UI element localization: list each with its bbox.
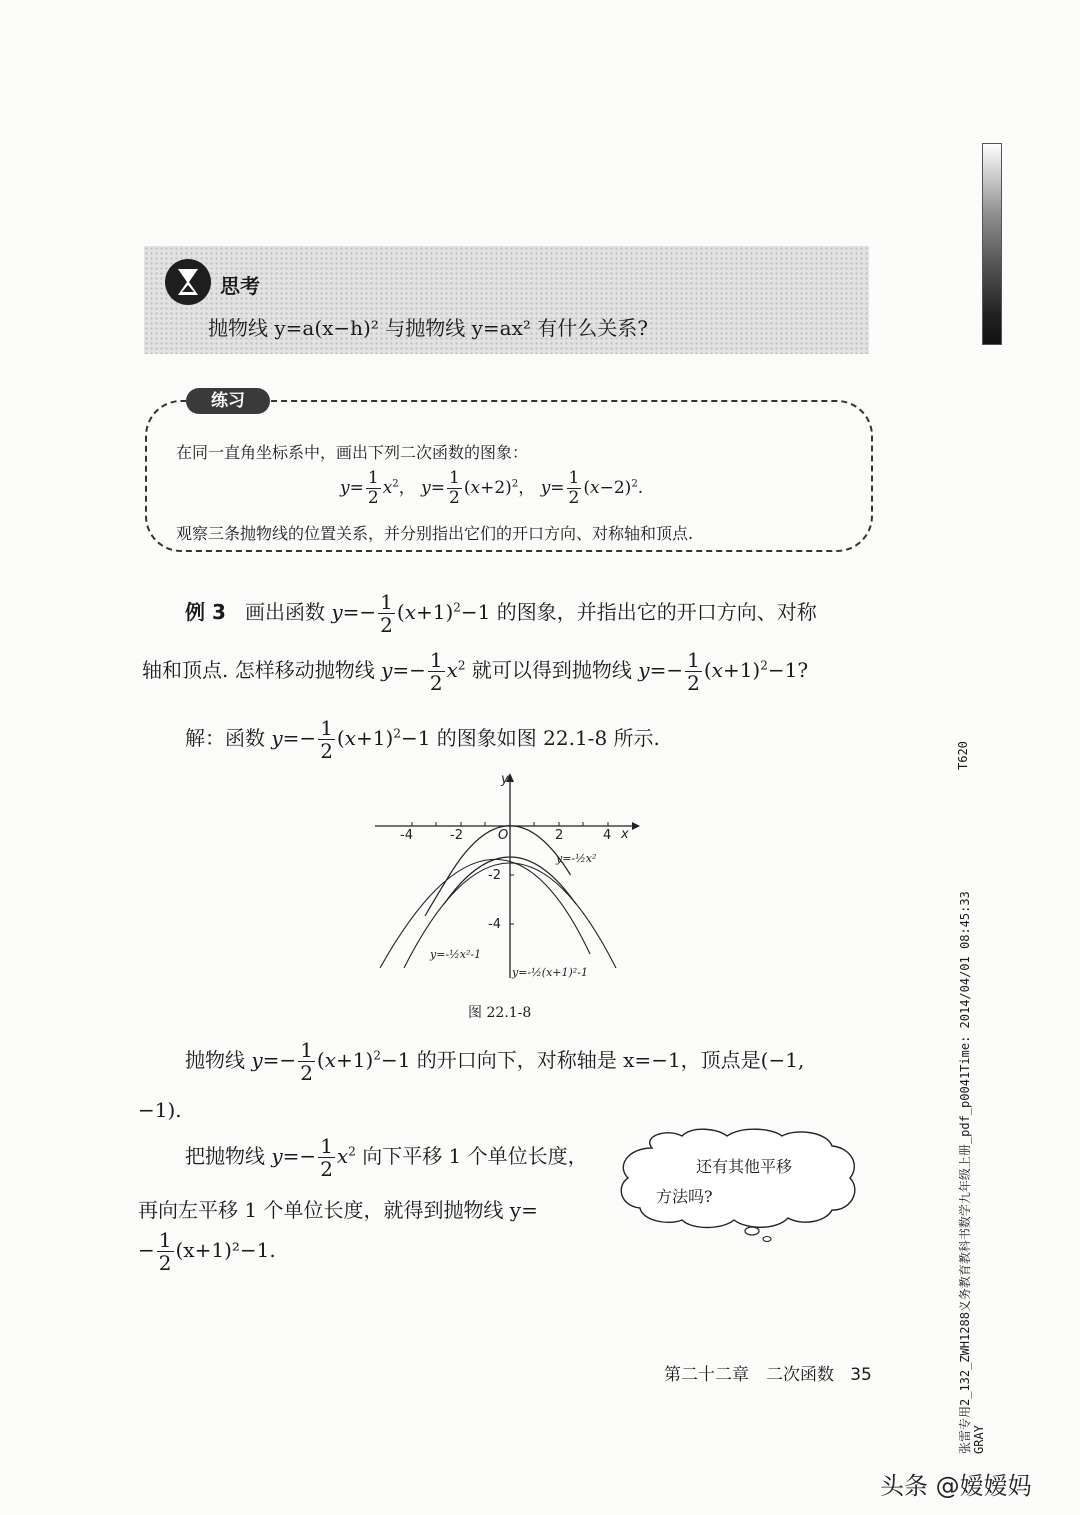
example3-label: 例 3 bbox=[185, 600, 226, 624]
solution-suffix: 的图象如图 22.1-8 所示. bbox=[436, 726, 660, 750]
conclusion-line2: −1). bbox=[138, 1098, 182, 1122]
x-tick-label: -2 bbox=[450, 828, 463, 843]
y-tick-label: -4 bbox=[488, 917, 501, 932]
curve-y-neg-half-xplus1-sq-minus1 bbox=[380, 859, 590, 968]
conclusion-suffix: 的开口向下，对称轴是 x=−1，顶点是(−1, bbox=[416, 1048, 805, 1072]
side-meta-code: T620 bbox=[956, 741, 970, 770]
label-final-curve: y=-½(x+1)²-1 bbox=[512, 966, 588, 979]
parabola-graph bbox=[370, 768, 650, 986]
x-axis-label: x bbox=[621, 827, 629, 842]
practice-tag: 练习 bbox=[186, 388, 270, 414]
solution-prefix: 解：函数 bbox=[185, 726, 265, 750]
side-meta-text: 张雷专用2_132_ZWH1288义务教育教科书数学九年级上册_pdf_p0041Time: 2014/04/01 08:45:33 bbox=[958, 891, 972, 1454]
bubble-line2: 方法吗? bbox=[656, 1187, 713, 1206]
example3-line2: 轴和顶点. 怎样移动抛物线 y=− $\frac{1}{2}$ $x^2$ 就可以得到抛物线 y=− $\frac{1}{2}$ $(x+1)^2-1$? bbox=[142, 648, 809, 695]
example3-text-d: 就可以得到抛物线 bbox=[471, 658, 632, 682]
think-title: 思考 bbox=[220, 274, 260, 298]
x-axis-arrow bbox=[632, 822, 640, 830]
bubble-line1: 还有其他平移 bbox=[696, 1157, 793, 1176]
conclusion-line1: 抛物线 y=− $\frac{1}{2}$ $(x+1)^2-1$ 的开口向下，对称轴是 x=−1，顶点是(−1, bbox=[185, 1038, 805, 1085]
x-tick-label: 2 bbox=[555, 828, 564, 843]
practice-question: 观察三条抛物线的位置关系，并分别指出它们的开口方向、对称轴和顶点. bbox=[176, 524, 694, 543]
shift-line3-end: (x+1)²−1. bbox=[175, 1238, 276, 1262]
watermark: 头条 @嫒嫒妈 bbox=[880, 1472, 1032, 1500]
label-top-curve: y=-½x² bbox=[556, 852, 597, 865]
y-tick-label: -2 bbox=[488, 868, 501, 883]
x-tick-label: 4 bbox=[603, 828, 612, 843]
example3-line1: 例 3 画出函数 y=− $\frac{1}{2}$ $(x+1)^2-1$ 的图象，并指出它的开口方向、对称 bbox=[185, 590, 817, 637]
conclusion-prefix: 抛物线 bbox=[185, 1048, 245, 1072]
practice-equations: y= $\frac{1}{2}$ $x^2$， y= $\frac{1}{2}$ $(x+2)^2$， y= $\frac{1}{2}$ $(x-2)^2$. bbox=[340, 468, 644, 508]
y-axis-label: y bbox=[501, 772, 509, 787]
page-number: 35 bbox=[850, 1365, 872, 1385]
example3-text-a: 画出函数 bbox=[244, 600, 325, 624]
chapter-title: 第二十二章 二次函数 bbox=[664, 1365, 834, 1385]
side-metadata bbox=[956, 736, 996, 1456]
figure-caption: 图 22.1-8 bbox=[468, 1005, 532, 1021]
example3-text-b: 的图象，并指出它的开口方向、对称 bbox=[496, 600, 817, 624]
shift-suffix: 向下平移 1 个单位长度， bbox=[362, 1144, 588, 1168]
shift-line1: 把抛物线 y=− $\frac{1}{2}$ $x^2$ 向下平移 1 个单位长度， bbox=[185, 1134, 588, 1181]
x-tick-label: -4 bbox=[400, 828, 413, 843]
think-question: 抛物线 y=a(x−h)² 与抛物线 y=ax² 有什么关系? bbox=[208, 316, 648, 340]
bubble-text bbox=[656, 1152, 792, 1212]
shift-line2: 再向左平移 1 个单位长度，就得到抛物线 y= bbox=[138, 1198, 538, 1222]
grayscale-calibration-strip bbox=[982, 143, 1002, 345]
origin-label: O bbox=[498, 828, 509, 843]
label-shifted-down: y=-½x²-1 bbox=[430, 948, 482, 961]
solution-line: 解：函数 y=− $\frac{1}{2}$ $(x+1)^2-1$ 的图象如图 22.1-8 所示. bbox=[185, 716, 660, 763]
practice-instruction: 在同一直角坐标系中，画出下列二次函数的图象： bbox=[176, 443, 529, 462]
example3-text-c: 轴和顶点. 怎样移动抛物线 bbox=[142, 658, 375, 682]
hourglass-icon bbox=[164, 258, 212, 306]
shift-prefix: 把抛物线 bbox=[185, 1144, 265, 1168]
side-meta-gray: GRAY bbox=[972, 1425, 986, 1454]
shift-line3: − $\frac{1}{2}$ (x+1)²−1. bbox=[138, 1228, 276, 1275]
page-footer bbox=[664, 1360, 872, 1385]
